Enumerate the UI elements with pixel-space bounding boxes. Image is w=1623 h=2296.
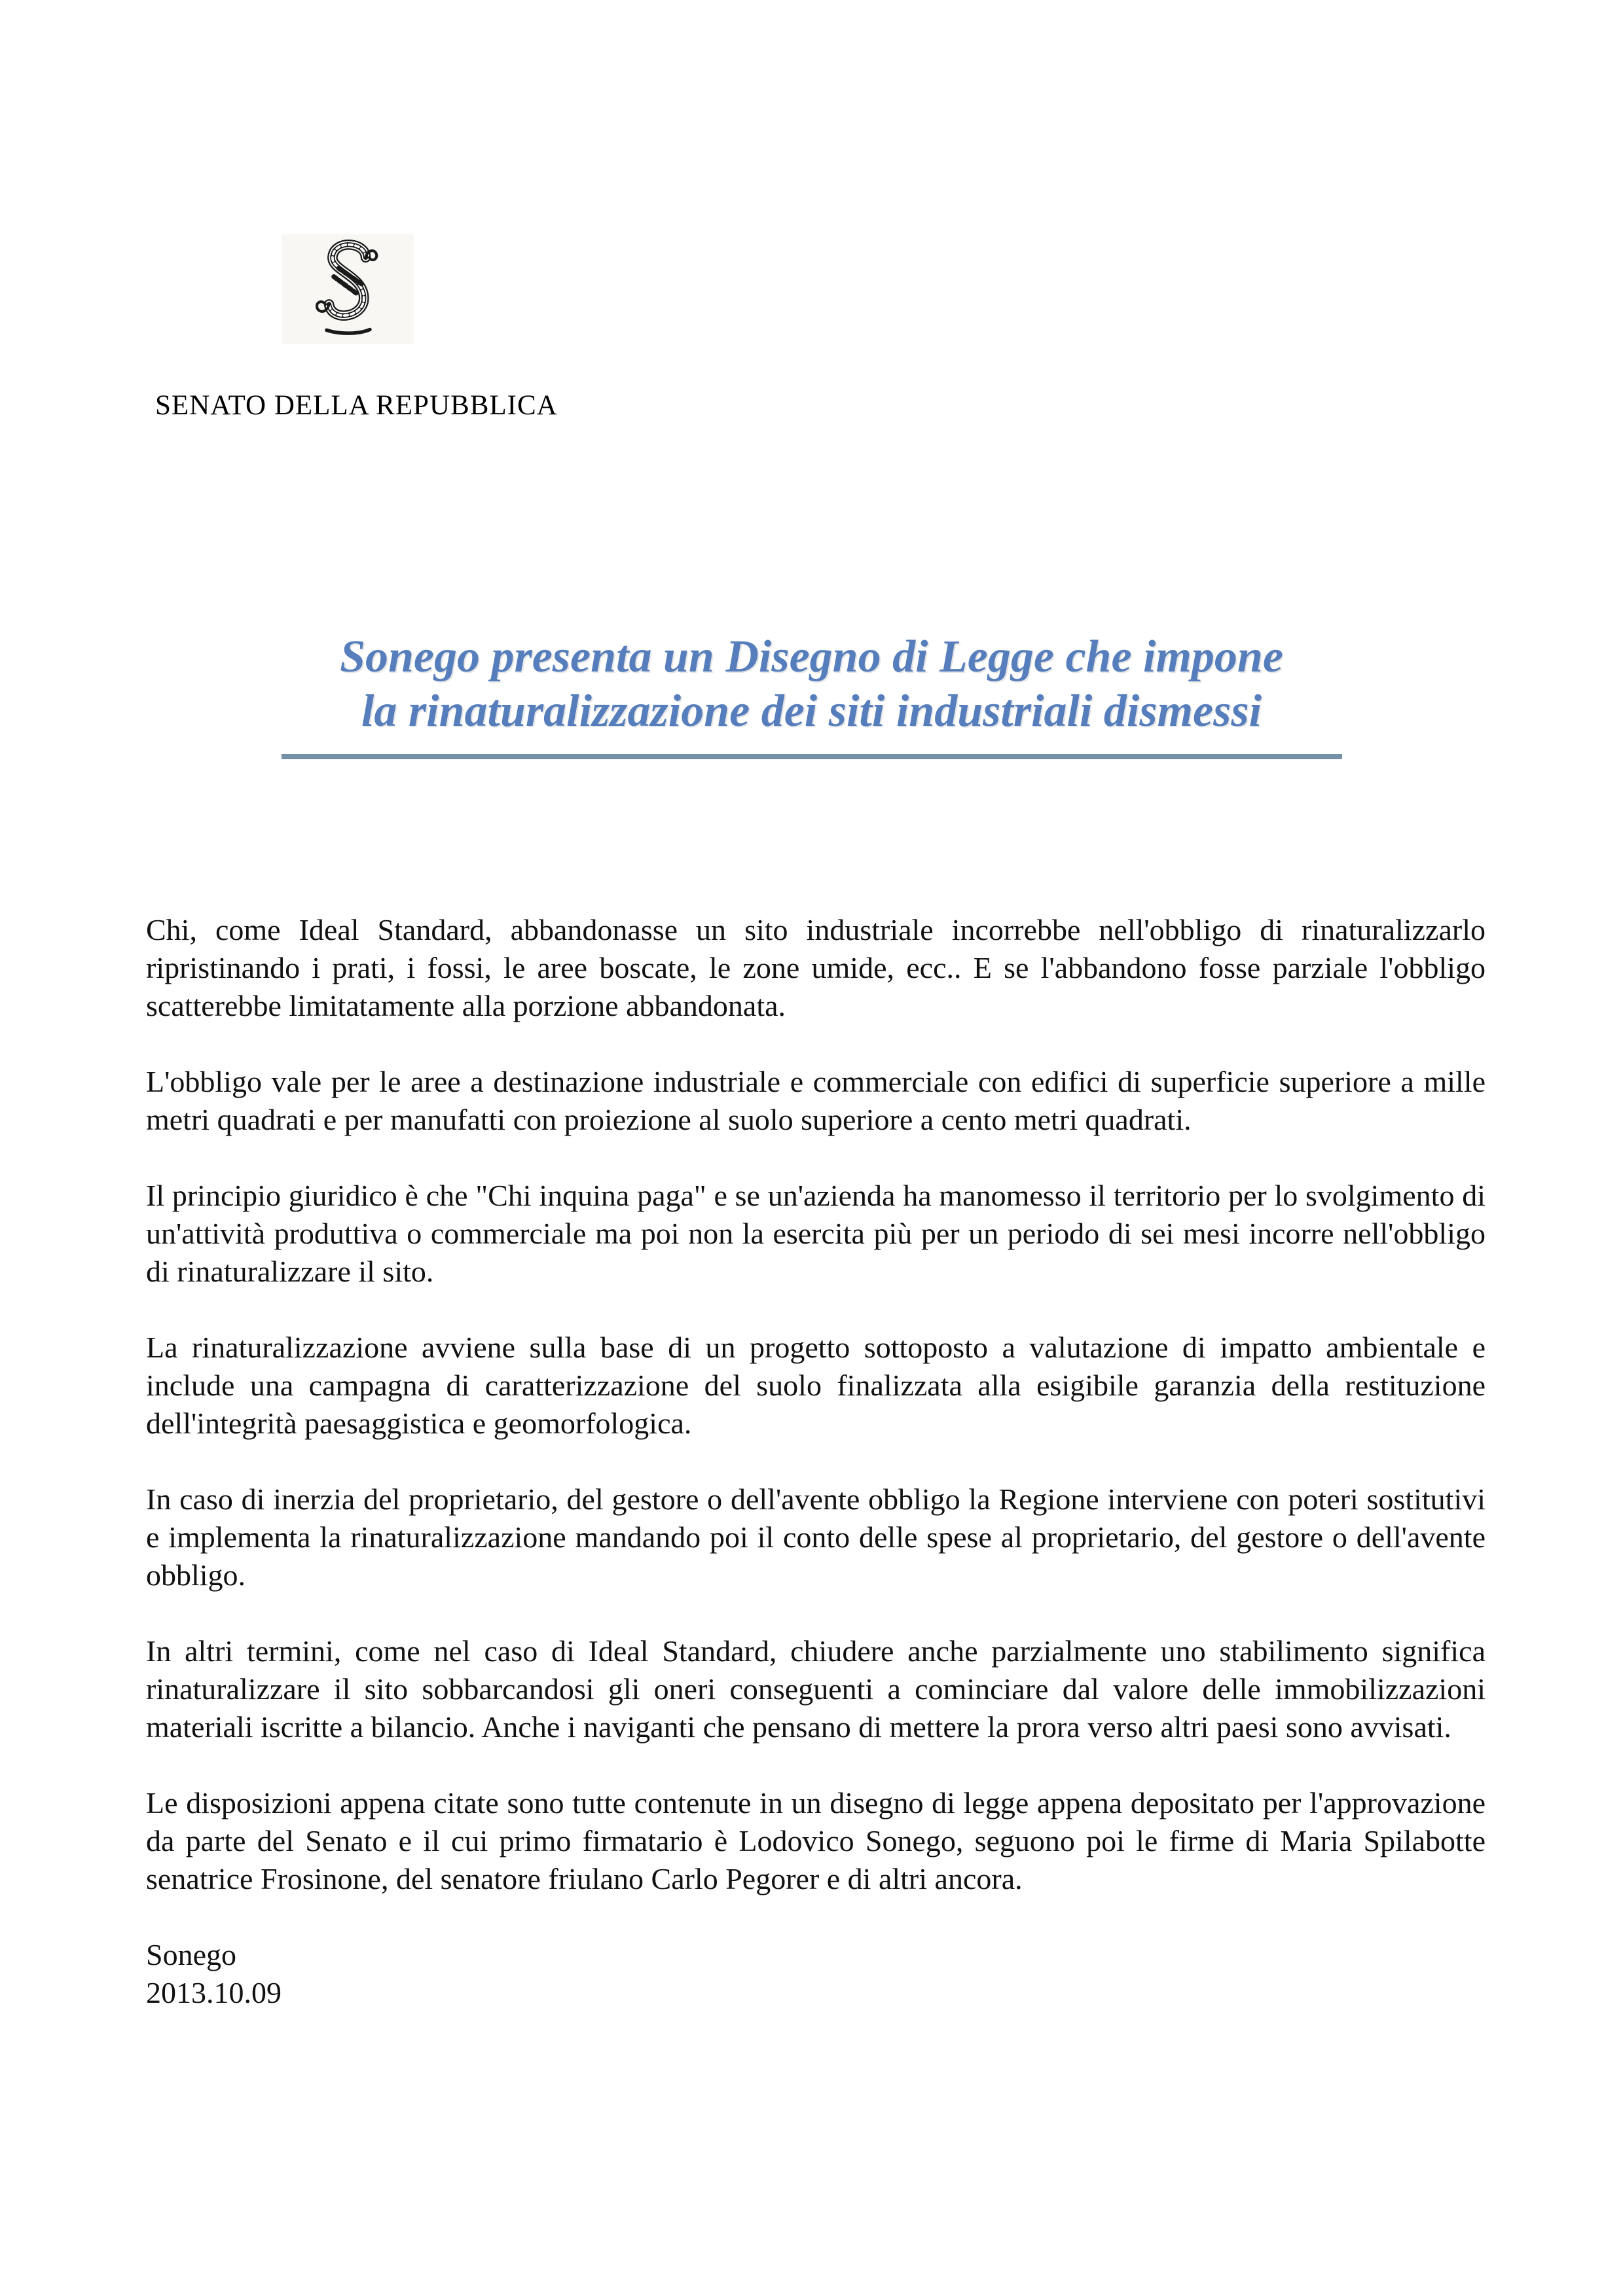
body-paragraph: In altri termini, come nel caso di Ideal Standard, chiudere anche parzialmente uno stabilimento significa rinaturalizzare il sito sobbarcandosi gli oneri conseguenti a cominciare dal valore delle immobilizzazioni materiali iscritte a bilancio. Anche i naviganti che pensano di mettere la prora verso altri paesi sono avvisati. <box>146 1634 1486 1744</box>
document-title-line2: la rinaturalizzazione dei siti industriali dismessi <box>361 686 1262 736</box>
body-paragraph: La rinaturalizzazione avviene sulla base di un progetto sottoposto a valutazione di impatto ambientale e include una campagna di caratterizzazione del suolo finalizzata alla esigibile garanzia della restituzione dell'integrità paesaggistica e geomorfologica. <box>146 1331 1486 1440</box>
body-paragraph: Il principio giuridico è che "Chi inquina paga" e se un'azienda ha manomesso il territorio per lo svolgimento di un'attività produttiva o commerciale ma poi non la esercita più per un periodo di sei mesi incorre nell'obbligo di rinaturalizzare il sito. <box>146 1179 1486 1288</box>
body-paragraph: Le disposizioni appena citate sono tutte contenute in un disegno di legge appena depositato per l'approvazione da parte del Senato e il cui primo firmatario è Lodovico Sonego, seguono poi le firme di Maria Spilabotte senatrice Frosinone, del senatore friulano Carlo Pegorer e di altri ancora. <box>146 1786 1486 1895</box>
document-title-line1: Sonego presenta un Disegno di Legge che impone <box>340 632 1283 682</box>
document-body <box>146 911 1486 2012</box>
ornate-s-icon <box>290 238 405 340</box>
document-title <box>0 630 1623 738</box>
body-paragraph: L'obbligo vale per le aree a destinazione industriale e commerciale con edifici di superficie superiore a mille metri quadrati e per manufatti con proiezione al suolo superiore a cento metri quadrati. <box>146 1065 1486 1136</box>
signature-name: Sonego <box>146 1938 236 1971</box>
institution-name: SENATO DELLA REPUBBLICA <box>155 390 558 421</box>
signature-date: 2013.10.09 <box>146 1976 282 2009</box>
signature-block <box>146 1936 1486 2012</box>
body-paragraph: Chi, come Ideal Standard, abbandonasse un sito industriale incorrebbe nell'obbligo di rinaturalizzarlo ripristinando i prati, i fossi, le aree boscate, le zone umide, ecc.. E se l'abbandono fosse parziale l'obbligo scatterebbe limitatamente alla porzione abbandonata. <box>146 913 1486 1022</box>
senato-logo <box>282 234 414 344</box>
body-paragraph: In caso di inerzia del proprietario, del gestore o dell'avente obbligo la Regione interviene con poteri sostitutivi e implementa la rinaturalizzazione mandando poi il conto delle spese al proprietario, del gestore o dell'avente obbligo. <box>146 1482 1486 1592</box>
title-underline-rule <box>282 754 1342 759</box>
